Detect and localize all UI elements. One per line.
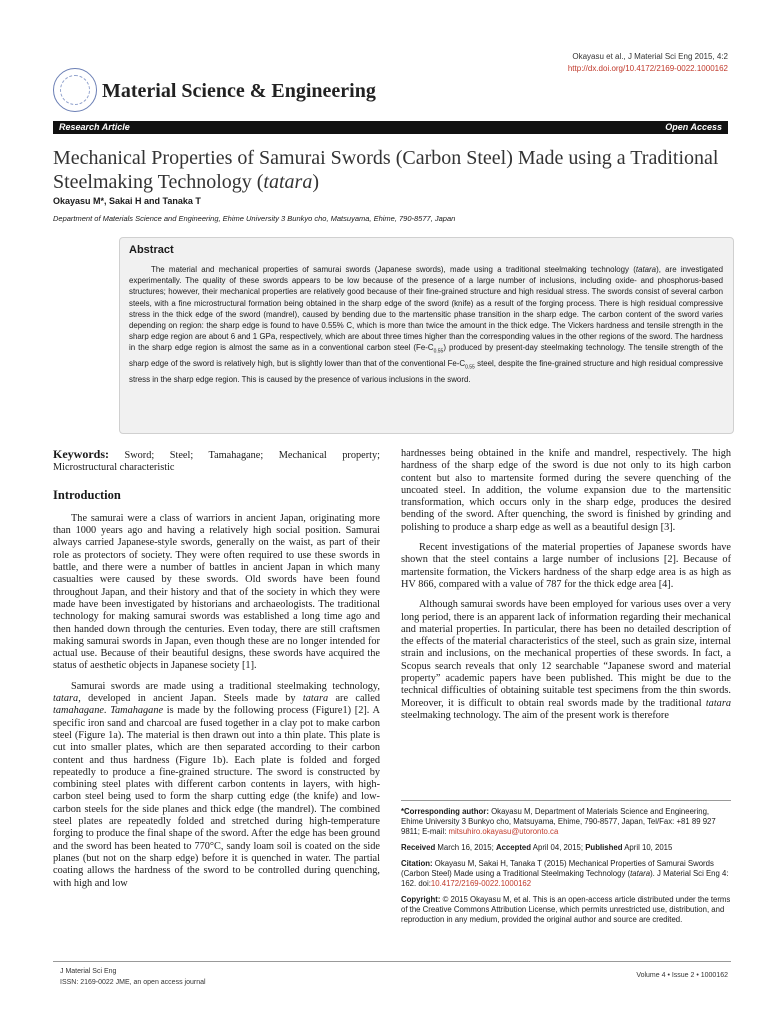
article-type: Research Article [59, 122, 130, 132]
citation-doi-link[interactable]: 10.4172/2169-0022.1000162 [430, 879, 532, 888]
left-column [53, 448, 380, 898]
header-citation: Okayasu et al., J Material Sci Eng 2015, 4:2 [572, 52, 728, 61]
right-paragraph-3: Although samurai swords have been employed for various uses over a very long period, there is an apparent lack of information regarding their mechanical and material properties. In particular, there has been no detailed description of the effects of the material characteristics of the steel, such as grain size, internal strain and inclusions, on the mechanical properties of these swords. In fact, a Scopus search reveals that only 12 searchable “Japanese sword and material property” academic papers have been published. This might be due to the technical difficulties of obtaining suitable test specimens from the thin swords. Moreover, it is difficult to obtain real swords made by the traditional tatara steelmaking technology. The aim of the present work is therefore [401, 599, 731, 721]
author-email-link[interactable]: mitsuhiro.okayasu@utoronto.ca [448, 827, 559, 836]
abstract-text: The material and mechanical properties of samurai swords (Japanese swords), made using a traditional steelmaking technology (tatara), are investigated experimentally. The quality of these swords appears to be low because of the presence of a large number of inclusions, including oxide- and phosphorus-based structures; however, their mechanical properties are relatively good because of their fine-grained structure and high residual stress. The swords consist of several carbon steels, with a fine microstructural formation being obtained in the sharp edge of the sword (knife) as a result of the forging process. There is high residual compressive stress in the thick edge of the sword (mandrel), caused by bending due to the martensitic phase transition in the sharp edge. The carbon content of the sword varies depending on region: the sharp edge is found to have 0.55% C, which is more than twice the amount in the thick edge. The Vickers hardness and tensile strength in the sharp edge region are about 6 and 1 GPa, respectively, which are about three times higher than the corresponding values in the other regions of the sword. The hardness in the sharp edge region is almost the same as in a conventional carbon steel $(Fe-C_{0.55})$ produced by present-day steelmaking technology. The tensile strength of the sharp edge of the sword is relatively high, but is slightly lower than that of the conventional $Fe-C_{0.55}$ steel, despite the fine-grained structure and high residual compressive stress in the sharp edge region. This is caused by the presence of various inclusions in the sword. [129, 265, 724, 384]
article-type-bar [53, 121, 728, 134]
right-column [401, 448, 731, 730]
journal-name: Material Science & Engineering [102, 80, 376, 102]
header-citation-block [568, 51, 728, 75]
header-doi-link[interactable]: http://dx.doi.org/10.4172/2169-0022.1000162 [567, 64, 728, 73]
authors: Okayasu M*, Sakai H and Tanaka T [53, 196, 201, 206]
article-title: Mechanical Properties of Samurai Swords (Carbon Steel) Made using a Traditional Steelmaking Technology (tatara) [53, 147, 719, 193]
footer-issn: ISSN: 2169-0022 JME, an open access journal [60, 979, 206, 986]
journal-logo-icon [53, 68, 97, 112]
introduction-heading: Introduction [53, 487, 121, 502]
article-info-box [401, 800, 731, 931]
abstract-heading: Abstract [129, 244, 174, 256]
footer-volume: Volume 4 • Issue 2 • 1000162 [636, 972, 728, 979]
open-access-label: Open Access [665, 122, 722, 132]
right-paragraph-1: hardnesses being obtained in the knife and mandrel, respectively. The high hardness of the sharp edge of the sword is due not only to its high carbon content but also to martensite formed during the severe quenching of the uncoated steel. In addition, the volume expansion due to the martensitic transformation, which occurs only in the sharp edge, produces the desired bending of the sword. After quenching, the sword is finished by grinding and polishing to produce a sharp edge as well as a beautiful design [3]. [401, 448, 731, 533]
footer-divider [53, 961, 731, 962]
footer-left [60, 966, 206, 988]
abstract-box [119, 237, 734, 434]
affiliation: Department of Materials Science and Engineering, Ehime University 3 Bunkyo cho, Matsuyama, Ehime, 790-8577, Japan [53, 214, 456, 223]
citation-info: Citation: Okayasu M, Sakai H, Tanaka T (2015) Mechanical Properties of Samurai Swords (Carbon Steel) Made using a Traditional Steelmaking Technology (tatara). J Material Sci Eng 4: 162. doi:10.4172/2169-0022.1000162 [401, 859, 729, 888]
corresponding-author: *Corresponding author: Okayasu M, Department of Materials Science and Engineering, Ehime University 3 Bunkyo cho, Matsuyama, Ehime, 790-8577, Japan, Tel/Fax: +81 89 927 9811; E-mail: mitsuhiro.okayasu@utoronto.ca [401, 807, 716, 836]
intro-paragraph-1: The samurai were a class of warriors in ancient Japan, originating more than 1000 years ago and having a relatively high social position. Samurai always carried Japanese-style swords, generally on the waist, as part of their role as protectors of society. They were often required to use these swords in battle, and there were a number of battles in ancient Japan in which many casualties were caused by these swords. Old swords have been found throughout Japan, and their history and that of the society in which they were made have been investigated by historians and archaeologists. The traditional technology for making samurai swords was established a long time ago and then handed down through the centuries. Even today, there are still craftsmen making samurai swords in Japan, even though these are no longer intended for actual use. Because of their beautiful designs, these swords have acquired the status of aesthetic objects in Japanese society [1]. [53, 512, 380, 672]
intro-paragraph-2: Samurai swords are made using a traditional steelmaking technology, tatara, developed in ancient Japan. Steels made by tatara are called tamahagane. Tamahagane is made by the following process (Figure1) [2]. A specific iron sand and charcoal are fused together in a clay pot to make carbon steel (Figure 1a). The material is then drawn out into a thin plate. This plate is cut into smaller plates, which are then separated according to their carbon content and thus hardness (Figure 1b). Each plate is folded and forged repeatedly to produce a fine-grained structure. The sword is constructed by combining steel plates with different carbon contents in layers, with high-carbon steel being used to form the sharp cutting edge (the knife) and low-carbon steels for the side planes and thick edge (the mandrel). The combined steel plates are repeatedly folded and stretched during high-temperature forging to produce the final shape of the sword. After the edge has been ground and the sword has been heated to 770°C, sandy loam soil is coated on the side planes (but not on the sharp edge) before it is quenched in water. The partial coating allows the hardness of the sword to be controlled during quenching, with high and low [53, 680, 380, 889]
footer-journal: J Material Sci Eng [60, 968, 117, 975]
keywords: Keywords: Sword; Steel; Tamahagane; Mechanical property; Microstructural characteristic [53, 447, 380, 474]
article-dates: Received March 16, 2015; Accepted April 04, 2015; Published April 10, 2015 [401, 843, 673, 852]
right-paragraph-2: Recent investigations of the material properties of Japanese swords have shown that the steel contains a large number of inclusions [2]. Because of martensite formation, the Vickers hardness of the sharp edge area is as high as HV 866, compared with a value of 787 for the thick edge area [4]. [401, 542, 731, 590]
copyright-info: Copyright: © 2015 Okayasu M, et al. This is an open-access article distributed under the terms of the Creative Commons Attribution License, which permits unrestricted use, distribution, and reproduction in any medium, provided the original author and source are credited. [401, 895, 731, 924]
